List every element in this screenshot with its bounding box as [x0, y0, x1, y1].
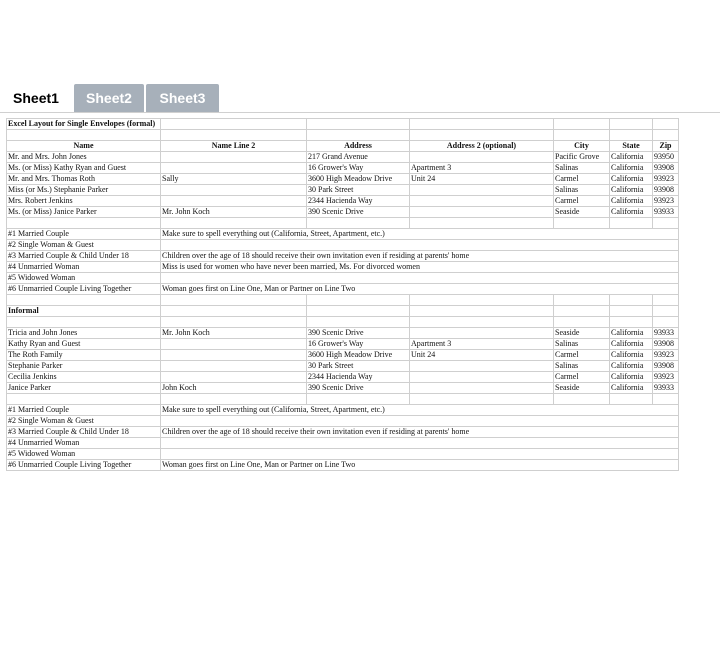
- empty-cell[interactable]: [7, 317, 161, 328]
- column-header[interactable]: Name Line 2: [161, 141, 307, 152]
- tab-sheet3[interactable]: Sheet3: [146, 84, 219, 112]
- data-cell[interactable]: California: [610, 163, 653, 174]
- note-label[interactable]: #3 Married Couple & Child Under 18: [7, 427, 161, 438]
- note-row: [7, 438, 679, 449]
- note-text[interactable]: [161, 240, 679, 251]
- data-cell[interactable]: [410, 196, 554, 207]
- empty-cell[interactable]: [554, 317, 610, 328]
- empty-cell[interactable]: [161, 394, 307, 405]
- sheet-title[interactable]: Excel Layout for Single Envelopes (formal): [7, 119, 161, 130]
- table-row: [7, 328, 679, 339]
- data-cell[interactable]: California: [610, 350, 653, 361]
- note-label[interactable]: #1 Married Couple: [7, 405, 161, 416]
- empty-cell[interactable]: [410, 306, 554, 317]
- data-cell[interactable]: [410, 372, 554, 383]
- empty-cell[interactable]: [653, 295, 679, 306]
- note-label[interactable]: #1 Married Couple: [7, 229, 161, 240]
- empty-cell[interactable]: [307, 218, 410, 229]
- note-text[interactable]: [161, 416, 679, 427]
- data-cell[interactable]: 93933: [653, 207, 679, 218]
- tab-sheet1[interactable]: Sheet1: [0, 84, 72, 112]
- note-text[interactable]: Miss is used for women who have never been married, Ms. For divorced women: [161, 262, 679, 273]
- note-row: [7, 416, 679, 427]
- data-cell[interactable]: Mr. and Mrs. Thomas Roth: [7, 174, 161, 185]
- data-cell[interactable]: California: [610, 361, 653, 372]
- data-cell[interactable]: 390 Scenic Drive: [307, 207, 410, 218]
- note-text[interactable]: [161, 273, 679, 284]
- note-row: [7, 240, 679, 251]
- data-cell[interactable]: Carmel: [554, 350, 610, 361]
- data-cell[interactable]: [161, 339, 307, 350]
- table-row: [7, 163, 679, 174]
- empty-row: [7, 130, 679, 141]
- data-cell[interactable]: Salinas: [554, 339, 610, 350]
- column-header[interactable]: Address: [307, 141, 410, 152]
- data-cell[interactable]: Kathy Ryan and Guest: [7, 339, 161, 350]
- empty-cell[interactable]: [554, 119, 610, 130]
- spreadsheet-grid: [6, 118, 679, 471]
- note-text[interactable]: Children over the age of 18 should receive their own invitation even if residing at parents' home: [161, 427, 679, 438]
- sheet-tab-bar: [0, 84, 720, 112]
- empty-cell[interactable]: [307, 317, 410, 328]
- note-row: [7, 273, 679, 284]
- table-row: [7, 361, 679, 372]
- empty-cell[interactable]: [653, 119, 679, 130]
- table-row: [7, 339, 679, 350]
- table-row: [7, 350, 679, 361]
- data-cell[interactable]: 390 Scenic Drive: [307, 383, 410, 394]
- note-label[interactable]: #2 Single Woman & Guest: [7, 240, 161, 251]
- empty-cell[interactable]: [410, 295, 554, 306]
- table-row: [7, 372, 679, 383]
- data-cell[interactable]: [161, 350, 307, 361]
- note-row: [7, 460, 679, 471]
- note-text[interactable]: Woman goes first on Line One, Man or Partner on Line Two: [161, 284, 679, 295]
- empty-cell[interactable]: [610, 218, 653, 229]
- empty-cell[interactable]: [554, 306, 610, 317]
- note-row: [7, 229, 679, 240]
- data-cell[interactable]: Miss (or Ms.) Stephanie Parker: [7, 185, 161, 196]
- data-cell[interactable]: Janice Parker: [7, 383, 161, 394]
- data-cell[interactable]: 93950: [653, 152, 679, 163]
- table-row: [7, 207, 679, 218]
- empty-cell[interactable]: [410, 130, 554, 141]
- note-text[interactable]: Make sure to spell everything out (California, Street, Apartment, etc.): [161, 229, 679, 240]
- note-row: [7, 262, 679, 273]
- empty-cell[interactable]: [161, 130, 307, 141]
- section-title-row: [7, 306, 679, 317]
- data-cell[interactable]: 30 Park Street: [307, 361, 410, 372]
- table-row: [7, 185, 679, 196]
- empty-cell[interactable]: [653, 306, 679, 317]
- data-cell[interactable]: California: [610, 185, 653, 196]
- empty-cell[interactable]: [610, 119, 653, 130]
- data-cell[interactable]: 217 Grand Avenue: [307, 152, 410, 163]
- empty-cell[interactable]: [554, 295, 610, 306]
- empty-cell[interactable]: [161, 119, 307, 130]
- data-cell[interactable]: 93933: [653, 383, 679, 394]
- empty-cell[interactable]: [610, 295, 653, 306]
- empty-cell[interactable]: [307, 119, 410, 130]
- column-header[interactable]: Zip: [653, 141, 679, 152]
- note-text[interactable]: Make sure to spell everything out (California, Street, Apartment, etc.): [161, 405, 679, 416]
- data-cell[interactable]: California: [610, 152, 653, 163]
- data-cell[interactable]: 93923: [653, 372, 679, 383]
- empty-cell[interactable]: [610, 130, 653, 141]
- empty-cell[interactable]: [410, 317, 554, 328]
- column-header[interactable]: City: [554, 141, 610, 152]
- data-cell[interactable]: California: [610, 383, 653, 394]
- empty-row: [7, 295, 679, 306]
- note-label[interactable]: #4 Unmarried Woman: [7, 438, 161, 449]
- empty-row: [7, 394, 679, 405]
- empty-cell[interactable]: [161, 218, 307, 229]
- note-text[interactable]: Children over the age of 18 should receive their own invitation even if residing at parents' home: [161, 251, 679, 262]
- data-cell[interactable]: Sally: [161, 174, 307, 185]
- data-cell[interactable]: Ms. (or Miss) Janice Parker: [7, 207, 161, 218]
- note-label[interactable]: #6 Unmarried Couple Living Together: [7, 284, 161, 295]
- note-row: [7, 427, 679, 438]
- data-cell[interactable]: Mr. and Mrs. John Jones: [7, 152, 161, 163]
- data-cell[interactable]: California: [610, 174, 653, 185]
- section-title-row: [7, 119, 679, 130]
- column-header[interactable]: State: [610, 141, 653, 152]
- note-label[interactable]: #6 Unmarried Couple Living Together: [7, 460, 161, 471]
- tab-divider: [0, 112, 720, 113]
- data-cell[interactable]: 93908: [653, 361, 679, 372]
- data-cell[interactable]: California: [610, 372, 653, 383]
- data-cell[interactable]: [161, 196, 307, 207]
- note-text[interactable]: [161, 449, 679, 460]
- data-cell[interactable]: 2344 Hacienda Way: [307, 196, 410, 207]
- empty-cell[interactable]: [653, 394, 679, 405]
- empty-cell[interactable]: [7, 130, 161, 141]
- data-cell[interactable]: 3600 High Meadow Drive: [307, 174, 410, 185]
- data-cell[interactable]: Pacific Grove: [554, 152, 610, 163]
- note-text[interactable]: [161, 438, 679, 449]
- data-cell[interactable]: 2344 Hacienda Way: [307, 372, 410, 383]
- data-cell[interactable]: 3600 High Meadow Drive: [307, 350, 410, 361]
- note-label[interactable]: #5 Widowed Woman: [7, 273, 161, 284]
- data-cell[interactable]: [410, 185, 554, 196]
- data-cell[interactable]: California: [610, 196, 653, 207]
- informal-title[interactable]: Informal: [7, 306, 161, 317]
- data-cell[interactable]: 93923: [653, 174, 679, 185]
- data-cell[interactable]: 390 Scenic Drive: [307, 328, 410, 339]
- data-cell[interactable]: Unit 24: [410, 174, 554, 185]
- data-cell[interactable]: Salinas: [554, 361, 610, 372]
- data-cell[interactable]: Carmel: [554, 196, 610, 207]
- tab-sheet2[interactable]: Sheet2: [74, 84, 144, 112]
- data-cell[interactable]: [410, 361, 554, 372]
- data-cell[interactable]: 93923: [653, 196, 679, 207]
- empty-cell[interactable]: [653, 130, 679, 141]
- data-cell[interactable]: Ms. (or Miss) Kathy Ryan and Guest: [7, 163, 161, 174]
- data-cell[interactable]: Salinas: [554, 185, 610, 196]
- data-cell[interactable]: [161, 361, 307, 372]
- data-cell[interactable]: John Koch: [161, 383, 307, 394]
- data-cell[interactable]: Seaside: [554, 383, 610, 394]
- table-row: [7, 383, 679, 394]
- data-cell[interactable]: Carmel: [554, 372, 610, 383]
- data-cell[interactable]: California: [610, 339, 653, 350]
- data-cell[interactable]: Mrs. Robert Jenkins: [7, 196, 161, 207]
- empty-cell[interactable]: [307, 295, 410, 306]
- data-cell[interactable]: California: [610, 207, 653, 218]
- empty-cell[interactable]: [653, 218, 679, 229]
- data-cell[interactable]: Apartment 3: [410, 163, 554, 174]
- column-header[interactable]: Address 2 (optional): [410, 141, 554, 152]
- empty-cell[interactable]: [7, 218, 161, 229]
- data-cell[interactable]: Tricia and John Jones: [7, 328, 161, 339]
- data-cell[interactable]: 93908: [653, 339, 679, 350]
- data-cell[interactable]: Seaside: [554, 328, 610, 339]
- note-label[interactable]: #3 Married Couple & Child Under 18: [7, 251, 161, 262]
- table-row: [7, 152, 679, 163]
- empty-cell[interactable]: [307, 394, 410, 405]
- data-cell[interactable]: Seaside: [554, 207, 610, 218]
- data-cell[interactable]: Carmel: [554, 174, 610, 185]
- data-cell[interactable]: [161, 185, 307, 196]
- header-row: [7, 141, 679, 152]
- note-label[interactable]: #2 Single Woman & Guest: [7, 416, 161, 427]
- data-cell[interactable]: 93908: [653, 163, 679, 174]
- empty-cell[interactable]: [610, 306, 653, 317]
- data-cell[interactable]: Salinas: [554, 163, 610, 174]
- table-row: [7, 174, 679, 185]
- data-cell[interactable]: 16 Grower's Way: [307, 163, 410, 174]
- data-cell[interactable]: Apartment 3: [410, 339, 554, 350]
- data-cell[interactable]: 30 Park Street: [307, 185, 410, 196]
- empty-cell[interactable]: [161, 306, 307, 317]
- data-cell[interactable]: [161, 372, 307, 383]
- empty-cell[interactable]: [554, 394, 610, 405]
- note-row: [7, 251, 679, 262]
- empty-cell[interactable]: [7, 394, 161, 405]
- data-cell[interactable]: 93933: [653, 328, 679, 339]
- empty-cell[interactable]: [307, 306, 410, 317]
- data-cell[interactable]: California: [610, 328, 653, 339]
- data-cell[interactable]: Cecilia Jenkins: [7, 372, 161, 383]
- empty-cell[interactable]: [161, 317, 307, 328]
- data-cell[interactable]: Mr. John Koch: [161, 328, 307, 339]
- empty-cell[interactable]: [554, 218, 610, 229]
- data-cell[interactable]: 93908: [653, 185, 679, 196]
- data-cell[interactable]: [161, 163, 307, 174]
- data-cell[interactable]: [410, 152, 554, 163]
- data-cell[interactable]: 93923: [653, 350, 679, 361]
- empty-cell[interactable]: [410, 218, 554, 229]
- note-label[interactable]: #5 Widowed Woman: [7, 449, 161, 460]
- note-row: [7, 405, 679, 416]
- empty-cell[interactable]: [410, 394, 554, 405]
- data-cell[interactable]: [410, 207, 554, 218]
- data-cell[interactable]: [410, 328, 554, 339]
- data-cell[interactable]: [161, 152, 307, 163]
- data-cell[interactable]: Unit 24: [410, 350, 554, 361]
- data-cell[interactable]: Mr. John Koch: [161, 207, 307, 218]
- empty-cell[interactable]: [610, 317, 653, 328]
- empty-cell[interactable]: [410, 119, 554, 130]
- note-row: [7, 449, 679, 460]
- empty-cell[interactable]: [653, 317, 679, 328]
- column-header[interactable]: Name: [7, 141, 161, 152]
- empty-cell[interactable]: [7, 295, 161, 306]
- table-row: [7, 196, 679, 207]
- data-cell[interactable]: Stephanie Parker: [7, 361, 161, 372]
- data-cell[interactable]: 16 Grower's Way: [307, 339, 410, 350]
- note-row: [7, 284, 679, 295]
- empty-cell[interactable]: [554, 130, 610, 141]
- empty-row: [7, 317, 679, 328]
- data-cell[interactable]: The Roth Family: [7, 350, 161, 361]
- empty-cell[interactable]: [610, 394, 653, 405]
- empty-row: [7, 218, 679, 229]
- empty-cell[interactable]: [307, 130, 410, 141]
- note-label[interactable]: #4 Unmarried Woman: [7, 262, 161, 273]
- note-text[interactable]: Woman goes first on Line One, Man or Partner on Line Two: [161, 460, 679, 471]
- data-cell[interactable]: [410, 383, 554, 394]
- empty-cell[interactable]: [161, 295, 307, 306]
